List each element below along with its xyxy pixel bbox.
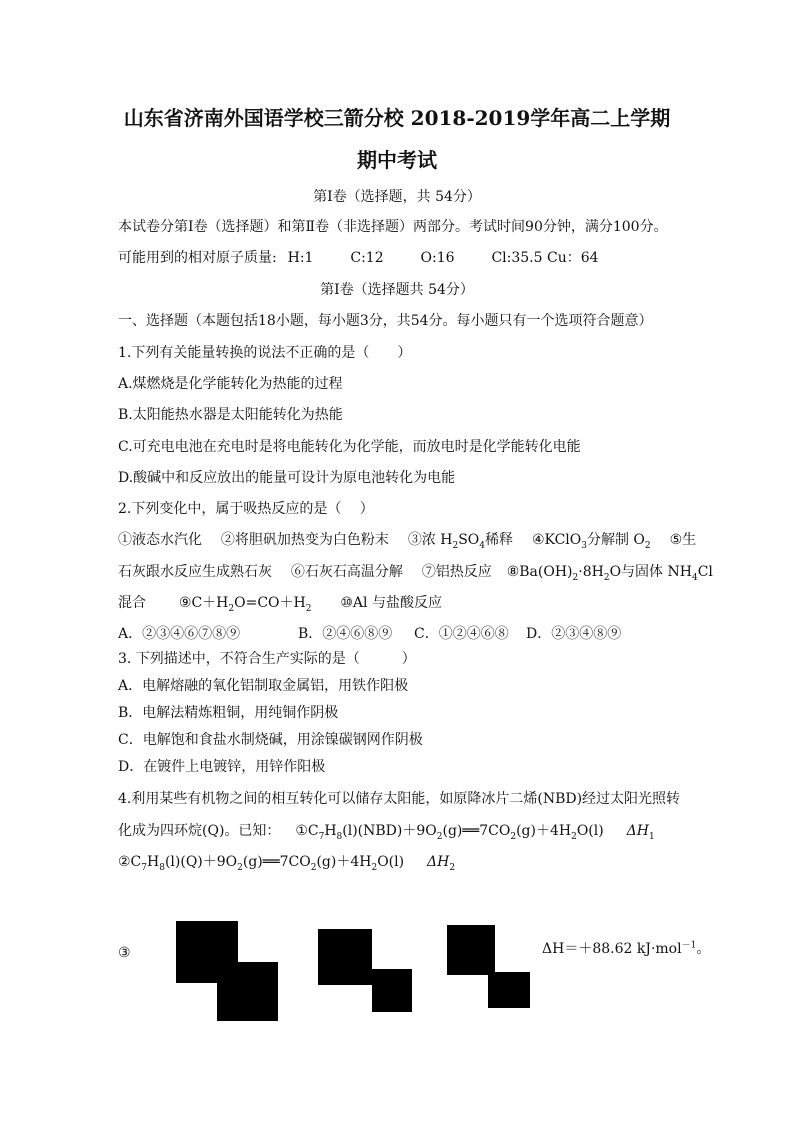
q2-items-line2: [118, 563, 713, 581]
section1-instructions: 一、选择题（本题包括18小题，每小题3分，共54分。每小题只有一个选项符合题意）: [118, 313, 653, 329]
atomic-masses: [118, 249, 599, 267]
q4-equation-3-marker: ③: [118, 945, 131, 961]
q2-option-d: D．②③④⑧⑨: [526, 626, 622, 642]
q3-stem: 3. 下列描述中，不符合生产实际的是（ ）: [118, 651, 416, 667]
q1-option-d: D.酸碱中和反应放出的能量可设计为原电池转化为电能: [118, 470, 456, 486]
q2-item-6: ⑥石灰石高温分解: [290, 564, 403, 580]
atomic-mass-o: O:16: [420, 250, 455, 266]
q2-item-7: ⑦铝热反应: [421, 564, 492, 580]
q2-items-line1: [118, 531, 696, 549]
q2-option-a: A．②③④⑥⑦⑧⑨: [118, 626, 241, 642]
redacted-structure-block: [217, 962, 278, 1021]
page-title: 山东省济南外国语学校三箭分校 2018-2019学年高二上学期: [123, 106, 671, 130]
q4-given-label: 化成为四环烷(Q)。已知：: [118, 823, 281, 839]
q1-stem: 1.下列有关能量转换的说法不正确的是（ ）: [118, 345, 412, 361]
q2-item-4: ④KClO$_3$分解制 $O_2$: [531, 532, 651, 551]
q2-item-8-end: 混合: [118, 595, 146, 611]
q4-equation-2: $②C_7H_8(l)(Q)+9O_2(g)══7CO_2(g)+4H_2O(l)$: [118, 854, 405, 873]
q4-line2: [118, 822, 655, 840]
atomic-mass-h: H:1: [287, 250, 314, 266]
q4-delta-h3: ΔH＝＋88.62 kJ·mol$^{-1}$。: [542, 940, 711, 957]
redacted-structure-block: [318, 929, 372, 985]
q2-item-3: ③浓 $H_2SO_4$稀释: [407, 532, 514, 551]
q2-item-8: $⑧Ba(OH)_2\cdot 8H_2O$与固体 $NH_4Cl$: [506, 564, 713, 583]
q3-option-b: B．电解法精炼粗铜，用纯铜作阴极: [118, 705, 339, 721]
atomic-mass-cl-cu: Cl:35.5 Cu：64: [491, 250, 599, 266]
page-subtitle: 期中考试: [357, 148, 437, 172]
q2-stem: 2.下列变化中，属于吸热反应的是（ ）: [118, 501, 374, 517]
section1-heading: 第Ⅰ卷（选择题共 54分）: [320, 282, 474, 298]
q2-options: [118, 625, 621, 643]
q2-items-line3: [118, 594, 442, 612]
intro-text: 本试卷分第Ⅰ卷（选择题）和第Ⅱ卷（非选择题）两部分。考试时间90分钟，满分100分。: [118, 219, 668, 235]
atomic-mass-c: C:12: [350, 250, 384, 266]
q4-line1: 4.利用某些有机物之间的相互转化可以储存太阳能，如原降冰片二烯(NBD)经过太阳光照转: [118, 791, 681, 807]
q2-item-5-end: 石灰跟水反应生成熟石灰: [118, 564, 272, 580]
q2-item-1: ①液态水汽化: [118, 532, 202, 548]
q3-option-c: C．电解饱和食盐水制烧碱，用涂镍碳钢网作阴极: [118, 732, 423, 748]
q2-item-2: ②将胆矾加热变为白色粉末: [220, 532, 389, 548]
q2-option-b: B．②④⑥⑧⑨: [298, 626, 393, 642]
q2-option-c: C．①②④⑥⑧: [414, 626, 509, 642]
q3-option-d: D．在镀件上电镀锌，用锌作阳极: [118, 759, 326, 775]
q1-option-c: C.可充电电池在充电时是将电能转化为化学能，而放电时是化学能转化电能: [118, 439, 581, 455]
redacted-structure-block: [488, 972, 530, 1008]
q4-line3: [118, 853, 455, 871]
q4-delta-h1: $\Delta H_1$: [626, 823, 655, 842]
q2-item-10: ⑩Al 与盐酸反应: [340, 595, 442, 611]
q1-option-a: A.煤燃烧是化学能转化为热能的过程: [118, 376, 343, 392]
atomic-masses-label: 可能用到的相对原子质量:: [118, 250, 277, 266]
section-heading: 第Ⅰ卷（选择题，共 54分）: [313, 189, 481, 205]
redacted-structure-block: [372, 969, 412, 1012]
q2-item-5-start: ⑤生: [669, 532, 697, 548]
q4-delta-h2: $\Delta H_2$: [427, 854, 456, 873]
q2-item-9: $⑨C+H_2O=CO+H_2$: [178, 595, 312, 614]
q1-option-b: B.太阳能热水器是太阳能转化为热能: [118, 407, 343, 423]
q3-option-a: A．电解熔融的氧化铝制取金属铝，用铁作阳极: [118, 678, 409, 694]
redacted-structure-block: [447, 925, 495, 975]
q4-equation-1: $①C_7H_8(l)(NBD)+9O_2(g)══7CO_2(g)+4H_2O(l)$: [295, 823, 604, 842]
